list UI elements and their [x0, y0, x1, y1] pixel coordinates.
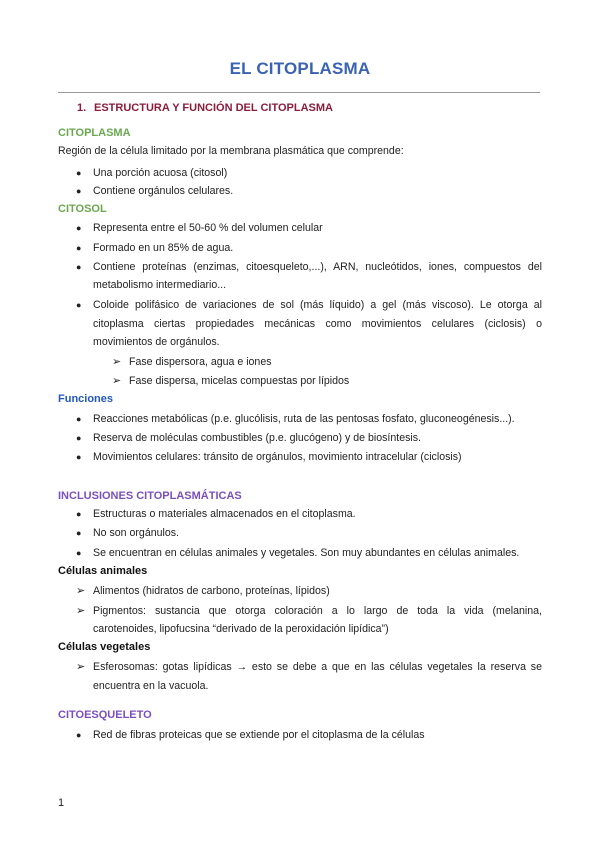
animales-heading: Células animales	[58, 565, 148, 577]
bullet-icon: ●	[76, 243, 82, 253]
list-item: Representa entre el 50-60 % del volumen celular	[93, 222, 323, 234]
list-item-continuation: metabolismo intermediario...	[93, 279, 227, 291]
bullet-icon: ●	[76, 730, 82, 740]
citoplasma-heading: CITOPLASMA	[58, 127, 131, 139]
title-divider	[58, 92, 540, 93]
arrow-bullet-icon: ➢	[112, 356, 122, 368]
arrow-bullet-icon: ➢	[76, 661, 86, 673]
bullet-icon: ●	[76, 186, 82, 196]
list-item-continuation: encuentra en la vacuola.	[93, 680, 209, 692]
bullet-icon: ●	[76, 528, 82, 538]
arrow-bullet-icon: ➢	[112, 375, 122, 387]
list-item: No son orgánulos.	[93, 527, 179, 539]
arrow-bullet-icon: ➢	[76, 585, 86, 597]
list-item: Una porción acuosa (citosol)	[93, 167, 228, 179]
document-title: EL CITOPLASMA	[229, 59, 371, 78]
citoplasma-intro: Región de la célula limitado por la membrana plasmática que comprende:	[58, 145, 404, 157]
list-item: Red de fibras proteicas que se extiende por el citoplasma de la células	[93, 729, 425, 741]
citoesqueleto-heading: CITOESQUELETO	[58, 709, 152, 721]
list-item: Reserva de moléculas combustibles (p.e. glucógeno) y de biosíntesis.	[93, 432, 421, 444]
section-number: 1.	[77, 102, 87, 114]
vegetales-heading: Células vegetales	[58, 641, 151, 653]
list-item: Contiene proteínas (enzimas, citoesqueleto,...), ARN, nucleótidos, iones, compuestos del	[93, 261, 542, 273]
bullet-icon: ●	[76, 300, 82, 310]
list-item-continuation: carotenoides, lipofucsina “derivado de la peroxidación lipídica”)	[93, 623, 389, 635]
sub-list-item: Fase dispersa, micelas compuestas por lípidos	[129, 375, 350, 387]
list-item: Movimientos celulares: tránsito de orgánulos, movimiento intracelular (ciclosis)	[93, 451, 462, 463]
list-item: Alimentos (hidratos de carbono, proteínas, lípidos)	[93, 585, 330, 597]
list-item: Coloide polifásico de variaciones de sol (más líquido) a gel (más viscoso). Le otorga al	[93, 299, 542, 311]
bullet-icon: ●	[76, 452, 82, 462]
list-item: Contiene orgánulos celulares.	[93, 185, 234, 197]
section-heading: ESTRUCTURA Y FUNCIÓN DEL CITOPLASMA	[94, 102, 333, 114]
bullet-icon: ●	[76, 414, 82, 424]
list-item: Reacciones metabólicas (p.e. glucólisis, ruta de las pentosas fosfato, gluconeogénesis...).	[93, 413, 515, 425]
list-item: Esferosomas: gotas lipídicas → esto se debe a que en las células vegetales la reserva se	[93, 661, 542, 673]
bullet-icon: ●	[76, 168, 82, 178]
bullet-icon: ●	[76, 548, 82, 558]
bullet-icon: ●	[76, 433, 82, 443]
list-item: Formado en un 85% de agua.	[93, 242, 234, 254]
funciones-heading: Funciones	[58, 393, 114, 405]
list-item-continuation: citoplasma ciertas propiedades mecánicas como movimientos celulares (ciclosis) o	[93, 318, 542, 330]
bullet-icon: ●	[76, 223, 82, 233]
bullet-icon: ●	[76, 262, 82, 272]
page-number: 1	[58, 797, 65, 809]
bullet-icon: ●	[76, 509, 82, 519]
inclusiones-heading: INCLUSIONES CITOPLASMÁTICAS	[58, 490, 242, 502]
arrow-bullet-icon: ➢	[76, 605, 86, 617]
sub-list-item: Fase dispersora, agua e iones	[129, 356, 272, 368]
list-item: Pigmentos: sustancia que otorga coloración a lo largo de toda la vida (melanina,	[93, 605, 542, 617]
list-item: Estructuras o materiales almacenados en el citoplasma.	[93, 508, 356, 520]
list-item-continuation: movimientos de orgánulos.	[93, 336, 220, 348]
list-item: Se encuentran en células animales y vegetales. Son muy abundantes en células animales.	[93, 547, 520, 559]
citosol-heading: CITOSOL	[58, 203, 107, 215]
